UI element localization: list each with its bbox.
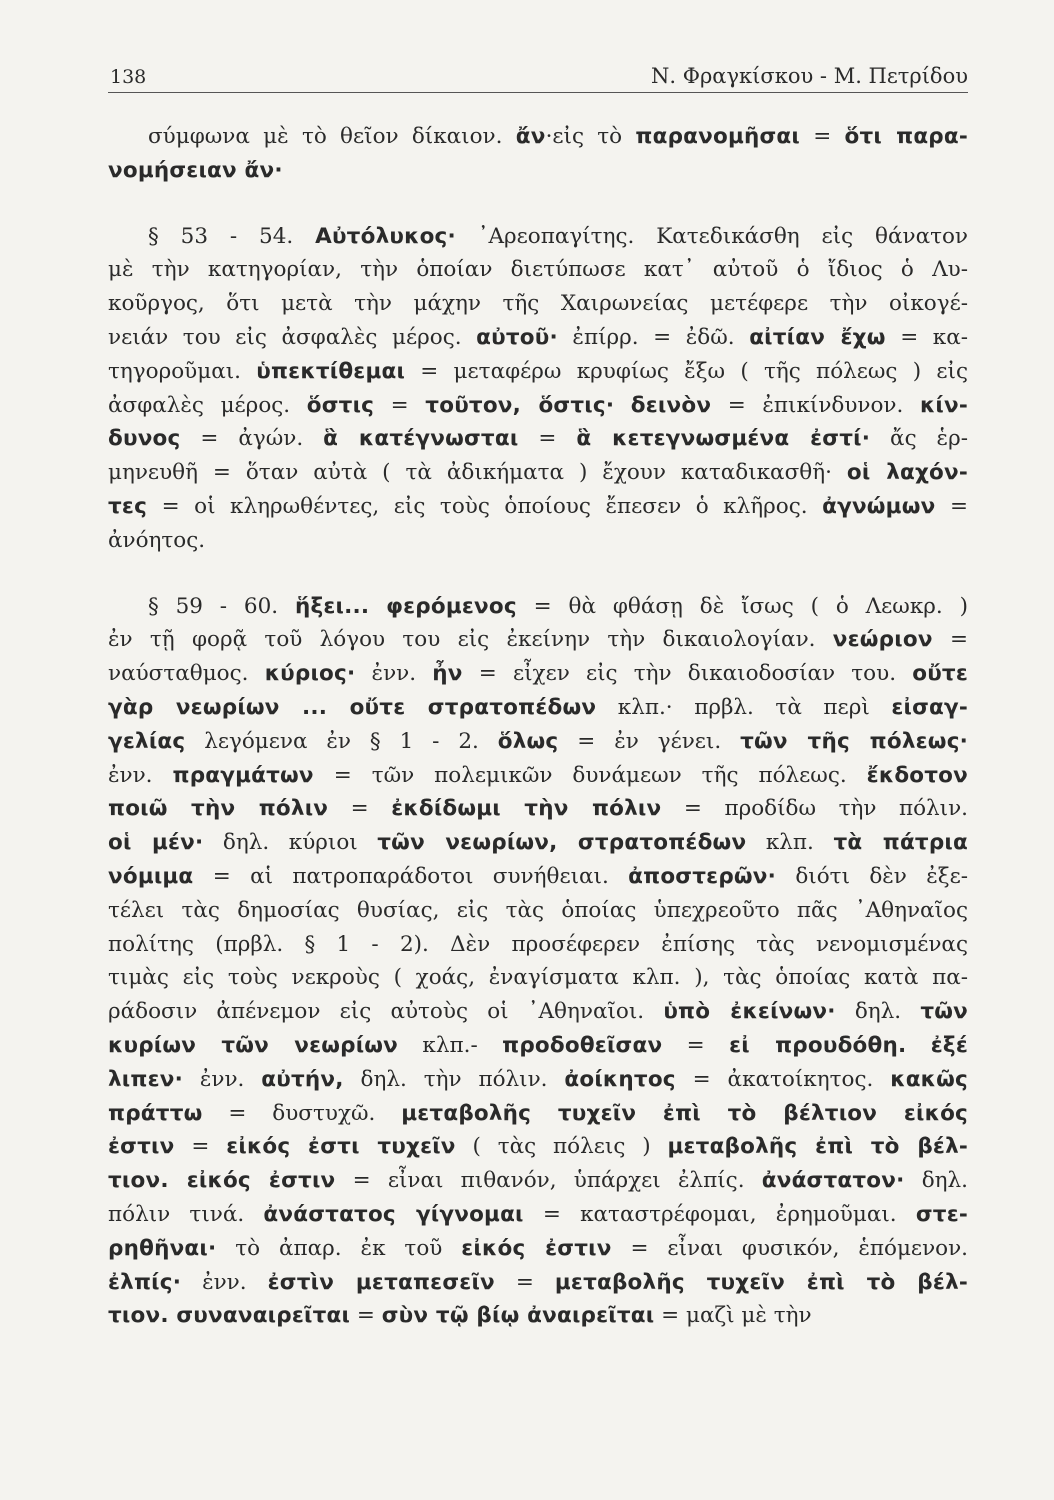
text-line xyxy=(108,355,968,389)
text-line xyxy=(108,253,968,287)
lemma-term: μεταβολῆς τυχεῖν ἐπὶ τὸ βέλτιον εἰκός xyxy=(401,1100,968,1126)
gloss-text: ἀνόητος. xyxy=(108,527,206,553)
lemma-term: μεταβολῆς τυχεῖν ἐπὶ τὸ βέλ- xyxy=(554,1269,968,1295)
lemma-term: ρηθῆναι· xyxy=(108,1235,217,1261)
text-line xyxy=(108,860,968,894)
gloss-text: δηλ. xyxy=(835,999,921,1025)
lemma-term: τῶν xyxy=(920,999,968,1025)
gloss-text: ἀσφαλὲς μέρος. xyxy=(108,392,307,418)
gloss-text: = xyxy=(932,627,968,653)
gloss-text: ἐνν. xyxy=(108,762,173,788)
gloss-text: = xyxy=(174,1134,227,1160)
text-line xyxy=(108,287,968,321)
gloss-text: = εἶχεν εἰς τὴν δικαιοδοσίαν του. xyxy=(462,661,913,687)
lemma-term: τιον. εἰκός ἐστιν xyxy=(108,1168,336,1194)
gloss-text: κοῦργος, ὅτι μετὰ τὴν μάχην τῆς Χαιρωνείας μετέφερε τὴν οἰκογέ- xyxy=(108,291,968,317)
gloss-text: ᾿Αρεοπαγίτης. Κατεδικάσθη εἰς θάνατον xyxy=(455,223,969,249)
lemma-term: στε- xyxy=(915,1201,969,1227)
gloss-text: τηγοροῦμαι. xyxy=(108,358,257,384)
text-line xyxy=(108,422,968,456)
gloss-text: δηλ. τὴν πόλιν. xyxy=(343,1066,565,1092)
gloss-text: = δυστυχῶ. xyxy=(202,1100,402,1126)
lemma-term: νόμιμα xyxy=(108,863,194,889)
lemma-term: ἐκδίδωμι τὴν πόλιν xyxy=(391,796,662,822)
lemma-term: αὐτήν, xyxy=(261,1066,344,1092)
lemma-term: Αὐτόλυκος· xyxy=(315,223,456,249)
lemma-term: πραγμάτων xyxy=(172,762,314,788)
text-line xyxy=(108,995,968,1029)
lemma-term: τες xyxy=(108,493,148,519)
lemma-term: κυρίων τῶν νεωρίων xyxy=(108,1032,399,1058)
text-line xyxy=(108,1198,968,1232)
gloss-text: = xyxy=(328,796,392,822)
gloss-text: μηνευθῆ = ὅταν αὐτὰ ( τὰ ἀδικήματα ) ἔχουν καταδικασθῆ· xyxy=(108,460,847,486)
lemma-term: αἰτίαν ἔχω xyxy=(749,324,886,350)
gloss-text: ἄς ἑρ- xyxy=(870,426,968,452)
gloss-text: ἐν τῇ φορᾷ τοῦ λόγου του εἰς ἐκείνην τὴν δικαιολογίαν. xyxy=(108,627,833,653)
lemma-term: ὅτι παρα- xyxy=(844,124,968,149)
text-line xyxy=(108,1063,968,1097)
lemma-term: δεινὸν xyxy=(630,392,712,418)
lemma-term: τῶν τῆς πόλεως· xyxy=(740,728,969,754)
gloss-text: κλπ. xyxy=(746,830,834,856)
lemma-term: ὅστις xyxy=(306,392,375,418)
lemma-term: φερόμενος xyxy=(386,593,517,619)
text-line xyxy=(108,220,968,254)
lemma-term: ἥξει... xyxy=(294,593,370,619)
lemma-term: ἄν xyxy=(515,124,546,149)
gloss-text: § 59 - 60. xyxy=(148,593,295,619)
gloss-text: = xyxy=(935,493,968,519)
gloss-text: νειάν του εἰς ἀσφαλὲς μέρος. xyxy=(108,324,477,350)
lemma-term: νεώριον xyxy=(832,627,933,653)
gloss-text: = ἀκατοίκητος. xyxy=(675,1066,891,1092)
lemma-term: γὰρ νεωρίων ... οὔτε στρατοπέδων xyxy=(108,694,597,720)
gloss-text: ἐνν. xyxy=(355,661,433,687)
lemma-term: λιπεν· xyxy=(108,1066,183,1092)
lemma-term: σὺν τῷ βίῳ ἀναιρεῖται xyxy=(381,1303,655,1329)
lemma-term: ὅλως xyxy=(497,728,559,754)
lemma-term: παρανομῆσαι xyxy=(635,124,800,149)
lemma-term: οὔτε xyxy=(912,661,968,687)
gloss-text: = τῶν πολεμικῶν δυνάμεων τῆς πόλεως. xyxy=(313,762,867,788)
paragraph xyxy=(108,120,968,188)
lemma-term: ἃ κατέγνωσται xyxy=(323,426,519,452)
gloss-text: πόλιν τινά. xyxy=(108,1201,264,1227)
gloss-text: = ἀγών. xyxy=(180,426,324,452)
lemma-term: οἱ λαχόν- xyxy=(846,460,968,486)
lemma-term: κακῶς xyxy=(890,1066,968,1092)
gloss-text: λεγόμενα ἐν § 1 - 2. xyxy=(185,728,498,754)
gloss-text: τιμὰς εἰς τοὺς νεκροὺς ( χοάς, ἐναγίσματα κλπ. ), τὰς ὁποίας κατὰ πα- xyxy=(108,965,968,991)
text-line xyxy=(108,154,968,188)
text-line xyxy=(108,1029,968,1063)
lemma-term: ἐστιν xyxy=(108,1134,175,1160)
lemma-term: δυνος xyxy=(108,426,181,452)
lemma-term: τῶν νεωρίων, στρατοπέδων xyxy=(377,830,747,856)
text-line xyxy=(108,1164,968,1198)
gloss-text: ( τὰς πόλεις ) xyxy=(455,1134,668,1160)
gloss-text: ἐνν. xyxy=(182,1066,262,1092)
gloss-text: ἐνν. xyxy=(181,1269,268,1295)
gloss-text: μὲ τὴν κατηγορίαν, τὴν ὁποίαν διετύπωσε κατ᾿ αὐτοῦ ὁ ἴδιος ὁ Λυ- xyxy=(108,257,968,283)
lemma-term: τιον. συναναιρεῖται xyxy=(108,1303,351,1329)
text-line xyxy=(108,894,968,928)
gloss-text: πολίτης (πρβλ. § 1 - 2). Δὲν προσέφερεν ἐπίσης τὰς νενομισμένας xyxy=(108,931,968,957)
gloss-text: διότι δὲν ἐξε- xyxy=(776,863,969,889)
gloss-text: = xyxy=(494,1269,555,1295)
lemma-term: γελίας xyxy=(108,728,186,754)
gloss-text: = εἶναι πιθανόν, ὑπάρχει ἐλπίς. xyxy=(335,1168,762,1194)
lemma-term: κύριος· xyxy=(264,661,356,687)
text-line xyxy=(108,928,968,962)
gloss-text: = εἶναι φυσικόν, ἑπόμενον. xyxy=(611,1235,968,1261)
gloss-text: τέλει τὰς δημοσίας θυσίας, εἰς τὰς ὁποίας ὑπεχρεοῦτο πᾶς ᾿Αθηναῖος xyxy=(108,897,968,923)
text-line xyxy=(108,1266,968,1300)
text-line xyxy=(108,961,968,995)
gloss-text: = αἱ πατροπαράδοτοι συνήθειαι. xyxy=(193,863,629,889)
lemma-term: κίν- xyxy=(919,392,968,418)
lemma-term: ἀνάστατος γίγνομαι xyxy=(263,1201,524,1227)
gloss-text: = μεταφέρω κρυφίως ἔξω ( τῆς πόλεως ) εἰς xyxy=(405,358,968,384)
lemma-term: ἦν xyxy=(432,661,463,687)
lemma-term: προδοθεῖσαν xyxy=(502,1032,663,1058)
gloss-text: = xyxy=(374,392,426,418)
lemma-term: νομήσειαν ἄν· xyxy=(108,157,283,183)
page-body xyxy=(108,120,968,1333)
gloss-text: ·εἰς τὸ xyxy=(545,124,636,149)
text-line xyxy=(108,1299,968,1333)
gloss-text: = μαζὶ μὲ τὴν xyxy=(654,1303,812,1329)
gloss-text: = xyxy=(350,1303,382,1329)
gloss-text: κλπ.· πρβλ. τὰ περὶ xyxy=(596,694,892,720)
text-line xyxy=(108,389,968,423)
text-line xyxy=(108,792,968,826)
lemma-term: πράττω xyxy=(108,1100,203,1126)
text-line xyxy=(108,120,968,154)
lemma-term: ἃ κετεγνωσμένα ἐστί· xyxy=(576,426,871,452)
gloss-text: ράδοσιν ἀπένεμον εἰς αὐτοὺς οἱ ᾿Αθηναῖοι. xyxy=(108,999,664,1025)
text-line xyxy=(108,759,968,793)
text-line xyxy=(108,623,968,657)
gloss-text: = κα- xyxy=(885,324,969,350)
text-line xyxy=(108,1130,968,1164)
gloss-text: ναύσταθμος. xyxy=(108,661,265,687)
paragraph xyxy=(108,590,968,1334)
gloss-text: τὸ ἀπαρ. ἐκ τοῦ xyxy=(216,1235,462,1261)
gloss-text: § 53 - 54. xyxy=(148,223,316,249)
gloss-text: = οἱ κληρωθέντες, εἰς τοὺς ὁποίους ἔπεσεν ὁ κλῆρος. xyxy=(147,493,823,519)
text-line xyxy=(108,524,968,558)
text-line xyxy=(108,691,968,725)
lemma-term: ἐστὶν μεταπεσεῖν xyxy=(267,1269,495,1295)
gloss-text xyxy=(614,393,631,418)
text-line xyxy=(108,826,968,860)
lemma-term: εἰκός ἐστι τυχεῖν xyxy=(226,1134,456,1160)
lemma-term: τοῦτον, ὅστις· xyxy=(425,392,615,418)
page-number: 138 xyxy=(110,66,147,88)
gloss-text: = xyxy=(799,124,845,149)
gloss-text: = ἐν γένει. xyxy=(558,728,741,754)
gloss-text xyxy=(369,594,386,619)
text-line xyxy=(108,725,968,759)
gloss-text: = καταστρέφομαι, ἐρημοῦμαι. xyxy=(523,1201,916,1227)
text-line xyxy=(108,456,968,490)
lemma-term: ὑπὸ ἐκείνων· xyxy=(663,999,836,1025)
text-line xyxy=(108,490,968,524)
lemma-term: αὐτοῦ· xyxy=(476,324,558,350)
lemma-term: εἰσαγ- xyxy=(891,694,968,720)
text-line xyxy=(108,590,968,624)
text-line xyxy=(108,321,968,355)
lemma-term: εἰ προυδόθη. xyxy=(729,1032,907,1058)
lemma-term: ἔκδοτον xyxy=(866,762,968,788)
lemma-term: ποιῶ τὴν πόλιν xyxy=(108,796,329,822)
text-line xyxy=(108,657,968,691)
gloss-text: = θὰ φθάσῃ δὲ ἴσως ( ὁ Λεωκρ. ) xyxy=(516,593,968,619)
lemma-term: ὑπεκτίθεμαι xyxy=(256,358,406,384)
text-line xyxy=(108,1097,968,1131)
gloss-text: δηλ. xyxy=(904,1168,968,1194)
gloss-text: = ἐπικίνδυνον. xyxy=(711,392,920,418)
gloss-text: = xyxy=(518,426,577,452)
lemma-term: ἀνάστατον· xyxy=(761,1168,905,1194)
gloss-text xyxy=(906,1033,930,1058)
lemma-term: ἀγνώμων xyxy=(822,493,936,519)
paragraph xyxy=(108,220,968,558)
running-head: Ν. Φραγκίσκου - Μ. Πετρίδου xyxy=(651,64,968,88)
gloss-text: σύμφωνα μὲ τὸ θεῖον δίκαιον. xyxy=(148,124,516,149)
text-line xyxy=(108,1232,968,1266)
lemma-term: ἀοίκητος xyxy=(564,1066,676,1092)
lemma-term: μεταβολῆς ἐπὶ τὸ βέλ- xyxy=(667,1134,969,1160)
gloss-text: = προδίδω τὴν πόλιν. xyxy=(661,796,968,822)
gloss-text: = xyxy=(662,1032,730,1058)
lemma-term: οἱ μέν· xyxy=(108,830,204,856)
lemma-term: εἰκός ἐστιν xyxy=(461,1235,612,1261)
lemma-term: ἐξέ xyxy=(930,1032,968,1058)
lemma-term: ἐλπίς· xyxy=(108,1269,182,1295)
lemma-term: ἀποστερῶν· xyxy=(628,863,777,889)
gloss-text: κλπ.- xyxy=(398,1032,503,1058)
page-header xyxy=(108,52,968,93)
lemma-term: τὰ πάτρια xyxy=(833,830,968,856)
gloss-text: ἐπίρρ. = ἐδῶ. xyxy=(557,324,750,350)
gloss-text: δηλ. κύριοι xyxy=(203,830,378,856)
